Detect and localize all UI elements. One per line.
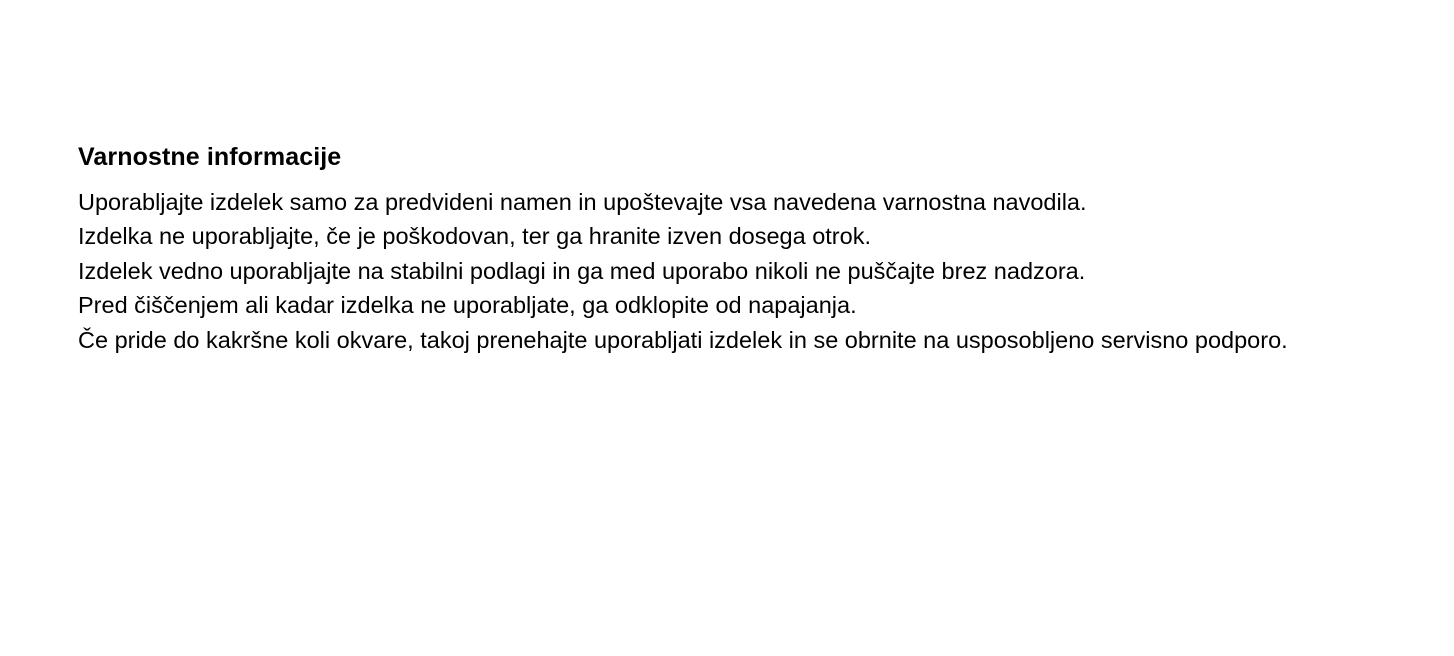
safety-paragraph-2: Izdelka ne uporabljajte, če je poškodovan, ter ga hranite izven dosega otrok.: [78, 223, 871, 250]
safety-paragraph-4: Pred čiščenjem ali kadar izdelka ne uporabljate, ga odklopite od napajanja.: [78, 292, 857, 319]
page-title: Varnostne informacije: [78, 143, 342, 171]
safety-paragraph-5: Če pride do kakršne koli okvare, takoj prenehajte uporabljati izdelek in se obrnite na usposobljeno servisno podporo.: [78, 326, 1288, 353]
document-content: [78, 140, 1368, 357]
safety-paragraph-1: Uporabljajte izdelek samo za predvideni namen in upoštevajte vsa navedena varnostna navodila.: [78, 188, 1087, 215]
safety-paragraph-3: Izdelek vedno uporabljajte na stabilni podlagi in ga med uporabo nikoli ne puščajte brez nadzora.: [78, 257, 1086, 284]
